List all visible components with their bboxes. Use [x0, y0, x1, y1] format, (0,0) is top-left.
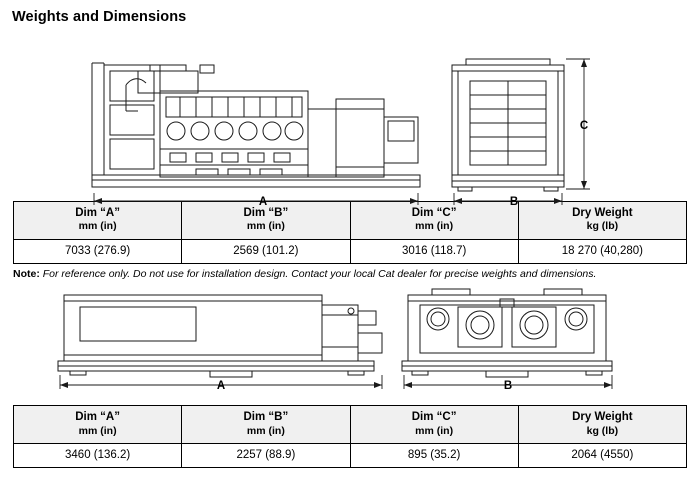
header-dry-weight-label: Dry Weight — [572, 411, 633, 424]
header-dim-a — [14, 202, 182, 240]
table-header-row — [14, 202, 687, 240]
header-dim-c — [350, 406, 518, 444]
cell-dim-b: 2569 (101.2) — [182, 239, 350, 263]
label-dim-b-top: B — [509, 196, 519, 208]
header-dim-a-unit: mm (in) — [78, 220, 117, 233]
header-dim-a-unit: mm (in) — [78, 424, 117, 437]
header-dim-b-unit: mm (in) — [246, 220, 285, 233]
header-dim-c-label: Dim “C” — [411, 411, 457, 424]
header-dry-weight-unit: kg (lb) — [586, 424, 619, 437]
table-row — [14, 239, 687, 263]
genset-end-view — [452, 59, 564, 191]
cell-dim-c: 895 (35.2) — [350, 443, 518, 467]
header-dim-b-label: Dim “B” — [243, 207, 289, 219]
label-dim-a-top: A — [258, 196, 268, 208]
enclosure-side-view — [58, 295, 382, 377]
cell-dim-c: 3016 (118.7) — [350, 239, 518, 263]
table-header-row — [14, 406, 687, 444]
cell-dry-weight: 18 270 (40,280) — [518, 239, 686, 263]
weights-dimensions-table-bottom — [13, 405, 687, 468]
label-dim-c-top: C — [579, 120, 589, 132]
header-dim-c-unit: mm (in) — [415, 220, 454, 233]
label-dim-a-bottom: A — [216, 380, 226, 393]
header-dim-b-unit: mm (in) — [246, 424, 285, 437]
cell-dry-weight: 2064 (4550) — [518, 443, 686, 467]
top-drawing-block — [0, 25, 700, 208]
cell-dim-a: 3460 (136.2) — [14, 443, 182, 467]
note-line — [13, 268, 687, 282]
header-dry-weight-label: Dry Weight — [572, 207, 633, 219]
top-drawings-svg — [0, 25, 700, 208]
note-label: Note: — [13, 267, 40, 280]
header-dim-b-label: Dim “B” — [243, 411, 289, 424]
bottom-drawings-svg — [0, 281, 700, 403]
header-dry-weight-unit: kg (lb) — [586, 220, 619, 233]
header-dim-c-label: Dim “C” — [411, 207, 457, 219]
enclosure-end-view — [402, 289, 612, 377]
note-text: For reference only. Do not use for installation design. Contact your local Cat dealer for precise weights and dimensions. — [42, 267, 597, 280]
label-dim-b-bottom: B — [503, 380, 513, 393]
table-row — [14, 443, 687, 467]
header-dry-weight — [518, 406, 686, 444]
weights-dimensions-table-top — [13, 201, 687, 264]
header-dim-a-label: Dim “A” — [75, 411, 120, 424]
bottom-drawing-block — [0, 281, 700, 403]
header-dim-a — [14, 406, 182, 444]
cell-dim-a: 7033 (276.9) — [14, 239, 182, 263]
page-title: Weights and Dimensions — [12, 9, 187, 25]
header-dim-a-label: Dim “A” — [75, 207, 120, 219]
header-dim-c-unit: mm (in) — [415, 424, 454, 437]
header-dry-weight — [518, 202, 686, 240]
header-dim-c — [350, 202, 518, 240]
genset-side-view — [92, 63, 420, 187]
cell-dim-b: 2257 (88.9) — [182, 443, 350, 467]
header-dim-b — [182, 406, 350, 444]
